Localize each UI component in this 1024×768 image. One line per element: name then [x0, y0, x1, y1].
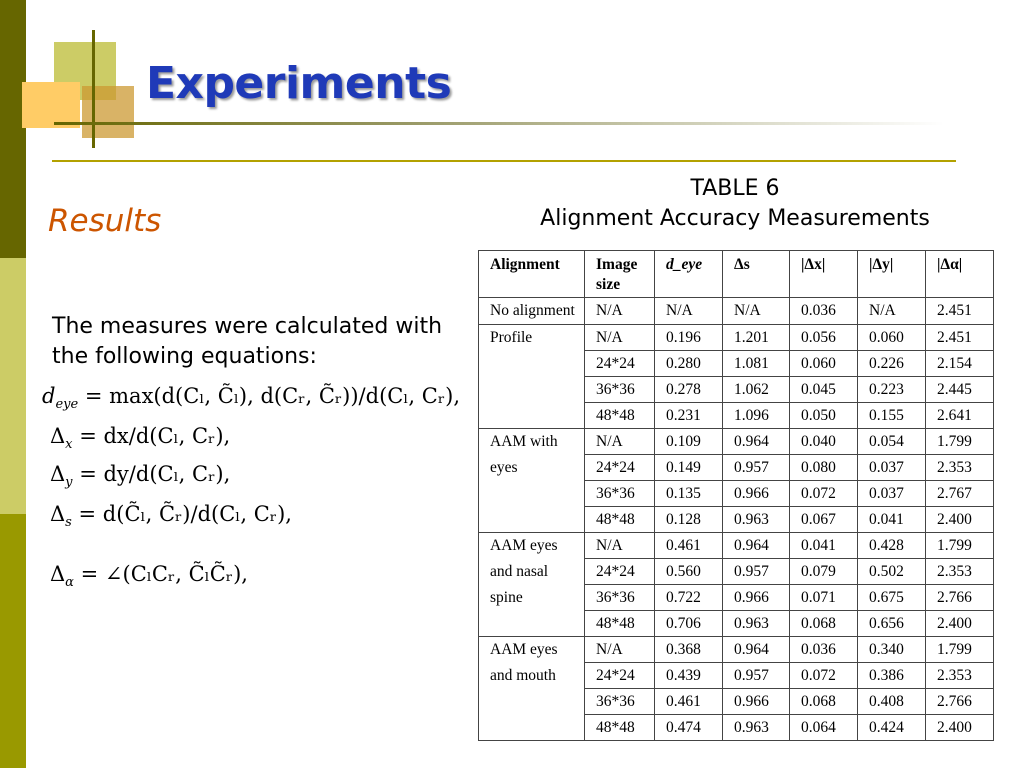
alignment-accuracy-table	[478, 250, 994, 741]
table-cell: 2.445	[926, 377, 994, 403]
table-caption-title: Alignment Accuracy Measurements	[540, 206, 930, 231]
table-cell: 0.963	[723, 507, 790, 533]
table-cell: 1.799	[926, 429, 994, 455]
table-cell: 0.706	[655, 611, 723, 637]
table-cell: N/A	[585, 325, 655, 351]
equation-delta-x-rhs: = dx/d(Cₗ, Cᵣ),	[79, 424, 231, 448]
header-abs-delta-y: |Δy|	[858, 251, 926, 298]
table-cell: 1.081	[723, 351, 790, 377]
table-cell: N/A	[585, 429, 655, 455]
table-cell: 0.964	[723, 429, 790, 455]
left-accent-bar-top	[0, 0, 26, 258]
header-alignment: Alignment	[479, 251, 585, 298]
table-cell: 0.072	[790, 663, 858, 689]
table-cell: 0.037	[858, 455, 926, 481]
table-cell: 0.037	[858, 481, 926, 507]
table-cell: 36*36	[585, 689, 655, 715]
equation-d-eye-rhs: = max(d(Cₗ, C̃ₗ), d(Cᵣ, C̃ᵣ))/d(Cₗ, Cᵣ),	[84, 384, 461, 408]
table-cell: 24*24	[585, 663, 655, 689]
table-cell: 0.068	[790, 689, 858, 715]
table-cell: 0.040	[790, 429, 858, 455]
table-cell: 0.966	[723, 585, 790, 611]
table-cell: 0.072	[790, 481, 858, 507]
table-cell: 0.149	[655, 455, 723, 481]
equation-delta-y: $\Delta_y = dy/d(C_l$, Cᵣ),	[50, 462, 231, 491]
table-cell: 0.056	[790, 325, 858, 351]
table-row	[479, 298, 994, 325]
equation-delta-alpha: $\Delta_\alpha$ = ∠(CₗCᵣ, C̃ₗC̃ᵣ),	[50, 562, 248, 591]
table-cell: 0.050	[790, 403, 858, 429]
table-cell: 0.226	[858, 351, 926, 377]
table-cell: 36*36	[585, 377, 655, 403]
table-cell: 0.964	[723, 533, 790, 559]
table-cell: 0.064	[790, 715, 858, 741]
table-cell: N/A	[655, 298, 723, 325]
table-cell: 48*48	[585, 507, 655, 533]
table-cell: 0.231	[655, 403, 723, 429]
table-cell: 0.067	[790, 507, 858, 533]
table-cell: 2.451	[926, 298, 994, 325]
equations-intro-text: The measures were calculated with the following equations:	[52, 314, 443, 369]
left-accent-bar-middle	[0, 258, 26, 514]
table-cell: 2.641	[926, 403, 994, 429]
table-cell: 0.957	[723, 559, 790, 585]
table-cell: 0.966	[723, 689, 790, 715]
table-cell: 0.957	[723, 455, 790, 481]
table-cell: 0.079	[790, 559, 858, 585]
table-cell: N/A	[585, 533, 655, 559]
table-cell: 2.451	[926, 325, 994, 351]
table-cell: 0.428	[858, 533, 926, 559]
equation-d-eye: $d_{eye} = \max(d(C_l$, C̃ₗ), d(Cᵣ, C̃ᵣ))/d(Cₗ, Cᵣ),	[42, 384, 461, 413]
table-cell: 0.424	[858, 715, 926, 741]
group-label: AAM eyes and mouth	[479, 637, 585, 741]
group-label: No alignment	[479, 298, 585, 325]
table-cell: 48*48	[585, 403, 655, 429]
table-cell: 0.080	[790, 455, 858, 481]
table-cell: 0.964	[723, 637, 790, 663]
table-header-row	[479, 251, 994, 298]
table-cell: N/A	[723, 298, 790, 325]
table-cell: 0.280	[655, 351, 723, 377]
table-cell: 0.502	[858, 559, 926, 585]
table-cell: 0.966	[723, 481, 790, 507]
title-decoration-square-orange	[82, 86, 134, 138]
table-cell: 0.386	[858, 663, 926, 689]
table-cell: 0.963	[723, 715, 790, 741]
table-cell: 36*36	[585, 585, 655, 611]
table-cell: 0.060	[790, 351, 858, 377]
table-cell: 2.766	[926, 585, 994, 611]
table-cell: 0.155	[858, 403, 926, 429]
table-caption-number: TABLE 6	[690, 176, 780, 201]
table-cell: 0.068	[790, 611, 858, 637]
table-cell: 24*24	[585, 351, 655, 377]
table-cell: 0.439	[655, 663, 723, 689]
table-cell: 1.799	[926, 637, 994, 663]
header-abs-delta-alpha: |Δα|	[926, 251, 994, 298]
header-delta-s: Δs	[723, 251, 790, 298]
table-cell: 0.041	[858, 507, 926, 533]
table-cell: 2.400	[926, 611, 994, 637]
table-cell: 2.353	[926, 455, 994, 481]
table-row	[479, 637, 994, 663]
table-cell: 2.353	[926, 559, 994, 585]
table-cell: 0.560	[655, 559, 723, 585]
group-label: AAM with eyes	[479, 429, 585, 533]
table-cell: 0.408	[858, 689, 926, 715]
table-cell: 0.135	[655, 481, 723, 507]
table-cell: 0.957	[723, 663, 790, 689]
table-cell: 48*48	[585, 715, 655, 741]
header-d-eye: d_eye	[655, 251, 723, 298]
table-cell: 0.060	[858, 325, 926, 351]
table-cell: 0.461	[655, 689, 723, 715]
table-cell: 0.071	[790, 585, 858, 611]
table-cell: 48*48	[585, 611, 655, 637]
table-cell: 0.963	[723, 611, 790, 637]
title-divider	[52, 160, 956, 162]
table-cell: 2.767	[926, 481, 994, 507]
table-row	[479, 325, 994, 351]
title-decoration-horizontal-line	[54, 122, 944, 125]
table-cell: 0.109	[655, 429, 723, 455]
results-subheading: Results	[48, 203, 162, 239]
table-row	[479, 429, 994, 455]
table-cell: 0.368	[655, 637, 723, 663]
table-cell: 2.766	[926, 689, 994, 715]
table-cell: 2.400	[926, 507, 994, 533]
table-row	[479, 533, 994, 559]
title-decoration-vertical-line	[92, 30, 95, 148]
table-cell: 0.036	[790, 298, 858, 325]
table-cell: 0.196	[655, 325, 723, 351]
table-cell: 0.128	[655, 507, 723, 533]
table-cell: 0.722	[655, 585, 723, 611]
table-cell: 0.054	[858, 429, 926, 455]
group-label: Profile	[479, 325, 585, 429]
table-cell: 0.223	[858, 377, 926, 403]
table-cell: 24*24	[585, 455, 655, 481]
table-cell: N/A	[585, 298, 655, 325]
table-cell: 0.036	[790, 637, 858, 663]
table-cell: 0.041	[790, 533, 858, 559]
table-cell: N/A	[858, 298, 926, 325]
table-cell: 0.474	[655, 715, 723, 741]
table-cell: 0.340	[858, 637, 926, 663]
table-cell: 1.799	[926, 533, 994, 559]
table-cell: 2.353	[926, 663, 994, 689]
table-cell: 2.154	[926, 351, 994, 377]
equation-delta-s-rhs: = d(C̃ₗ, C̃ᵣ)/d(Cₗ, Cᵣ),	[78, 502, 292, 526]
table-cell: 2.400	[926, 715, 994, 741]
table-cell: 0.045	[790, 377, 858, 403]
slide-title: Experiments	[146, 58, 452, 109]
table-cell: 0.675	[858, 585, 926, 611]
table-cell: 0.461	[655, 533, 723, 559]
header-abs-delta-x: |Δx|	[790, 251, 858, 298]
group-label: AAM eyes and nasal spine	[479, 533, 585, 637]
header-image-size: Image size	[585, 251, 655, 298]
equation-delta-y-rhs: = dy/d(Cₗ, Cᵣ),	[79, 462, 231, 486]
equation-delta-s: $\Delta_s$ = d(C̃ₗ, C̃ᵣ)/d(Cₗ, Cᵣ),	[50, 502, 292, 531]
equation-delta-alpha-rhs: = ∠(CₗCᵣ, C̃ₗC̃ᵣ),	[80, 562, 248, 586]
table-cell: 1.062	[723, 377, 790, 403]
table-cell: 1.201	[723, 325, 790, 351]
table-cell: N/A	[585, 637, 655, 663]
equation-delta-x: $\Delta_x = dx/d(C_l$, Cᵣ),	[50, 424, 231, 453]
left-accent-bar-bottom	[0, 514, 26, 768]
table-cell: 36*36	[585, 481, 655, 507]
table-cell: 0.278	[655, 377, 723, 403]
table-cell: 24*24	[585, 559, 655, 585]
table-cell: 1.096	[723, 403, 790, 429]
table-cell: 0.656	[858, 611, 926, 637]
